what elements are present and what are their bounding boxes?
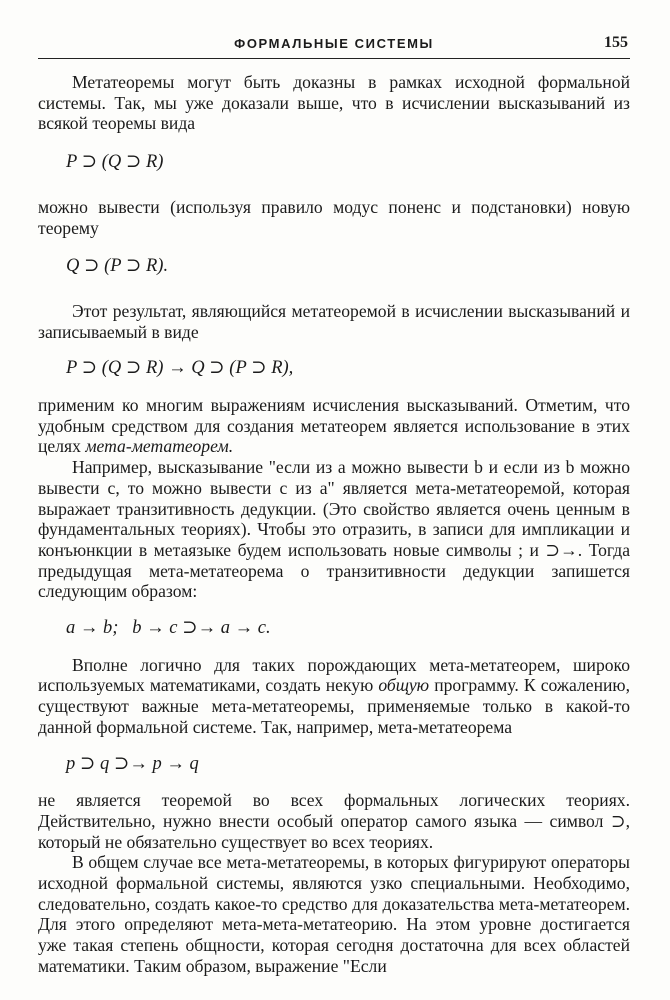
paragraph-8: В общем случае все мета-метатеоремы, в которых фигурируют операторы исходной формальной системы, являются узко специальными. Необходимо, следовательно, создать какое-то средство для доказательства мета-метатеорем. Для этого определяют мета-мета-метатеорию. На этом уровне достигается уже такая степень общности, которая сегодня достаточна для всех областей математики. Таким образом, выражение "Если xyxy=(38,852,630,976)
running-title: ФОРМАЛЬНЫЕ СИСТЕМЫ xyxy=(234,36,434,51)
formula-5: p ⊃ q ⊃→ p → q xyxy=(66,753,199,774)
paragraph-4-emphasis: мета-метатеорем. xyxy=(85,436,234,457)
formula-1: P ⊃ (Q ⊃ R) xyxy=(66,152,164,173)
formula-4: a → b; b → c ⊃→ a → c. xyxy=(66,618,271,639)
paragraph-5: Например, высказывание "если из a можно вывести b и если из b можно вывести c, то можно вывести c из a" является мета-метатеоремой, которая выражает транзитивность дедукции. (Это свойство является очень ценным в фундаментальных теориях). Чтобы это отразить, в записи для импликации и конъюнкции в метаязыке будем использовать новые символы ; и ⊃→. Тогда предыдущая мета-метатеорема о транзитивности дедукции запишется следующим образом: xyxy=(38,457,630,602)
paragraph-6-emphasis: общую xyxy=(378,675,430,696)
page-body xyxy=(38,72,630,977)
paragraph-6-text-b: программу. К сожалению, существуют важные мета-метатеоремы, применяемые только в какой-то данной формальной системе. Так, например, мета-метатеорема xyxy=(38,675,630,737)
paragraph-6-text-a: Вполне логично для таких порождающих мета-метатеорем, широко используемых математиками, создать некую xyxy=(38,654,630,696)
paragraph-2: можно вывести (используя правило модус поненс и подстановки) новую теорему xyxy=(38,196,630,238)
paragraph-1: Метатеоремы могут быть доказны в рамках исходной формальной системы. Так, мы уже доказали выше, что в исчислении высказываний из всякой теоремы вида xyxy=(38,72,630,134)
formula-2: Q ⊃ (P ⊃ R). xyxy=(66,256,169,277)
paragraph-7: не является теоремой во всех формальных логических теориях. Действительно, нужно внести особый оператор самого языка — символ ⊃, который не обязательно существует во всех теориях. xyxy=(38,790,630,852)
paragraph-6 xyxy=(38,655,630,738)
paragraph-3: Этот результат, являющийся метатеоремой в исчислении высказываний и записываемый в виде xyxy=(38,300,630,342)
paragraph-4-text: применим ко многим выражениям исчисления высказываний. Отметим, что удобным средством для создания метатеорем является использование в этих целях xyxy=(38,394,630,457)
page-number: 155 xyxy=(604,34,628,51)
paragraph-4 xyxy=(38,395,630,457)
formula-3: P ⊃ (Q ⊃ R) → Q ⊃ (P ⊃ R), xyxy=(66,358,294,379)
running-header xyxy=(38,28,630,59)
